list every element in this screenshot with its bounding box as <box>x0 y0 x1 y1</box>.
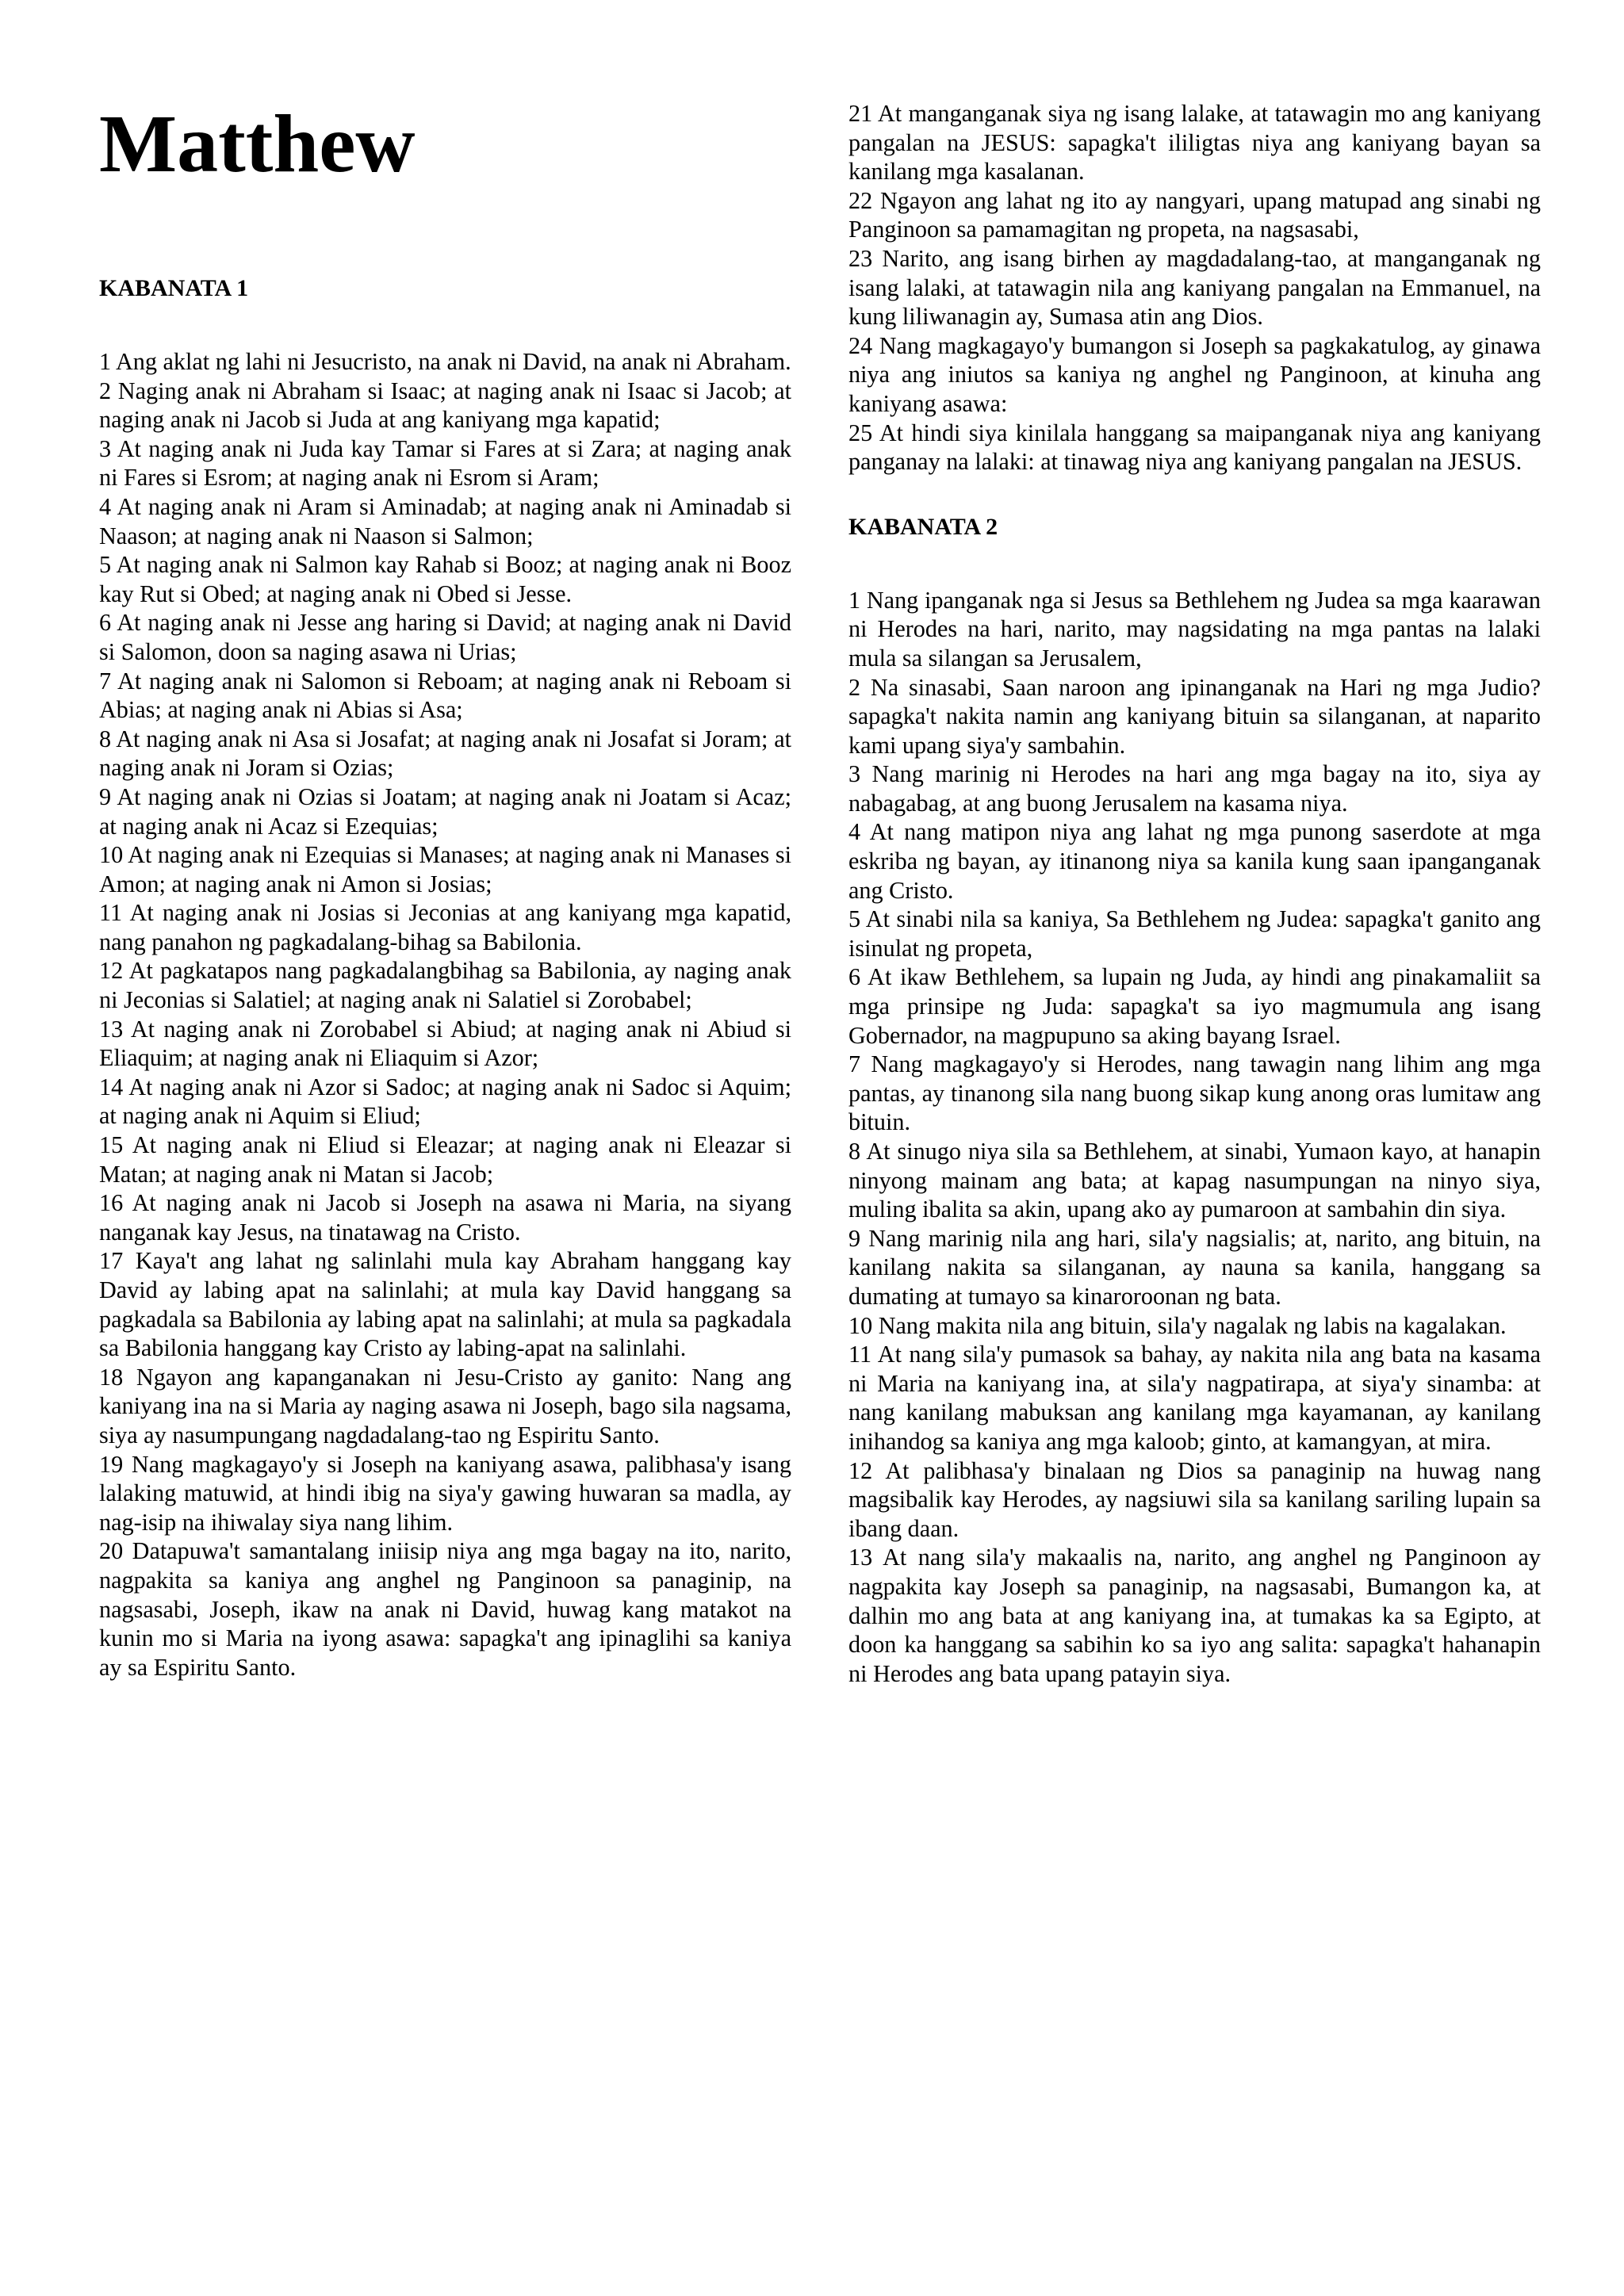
verse: 6 At naging anak ni Jesse ang haring si David; at naging anak ni David si Salomon, doon sa naging asawa ni Urias; <box>99 609 791 665</box>
verse: 3 Nang marinig ni Herodes na hari ang mga bagay na ito, siya ay nabagabag, at ang buong Jerusalem na kasama niya. <box>848 760 1541 817</box>
verse: 19 Nang magkagayo'y si Joseph na kaniyang asawa, palibhasa'y isang lalaking matuwid, at hindi ibig na siya'y gawing huwaran sa madla, ay nag-isip na ihiwalay siya nang lihim. <box>99 1450 791 1536</box>
verse: 1 Ang aklat ng lahi ni Jesucristo, na anak ni David, na anak ni Abraham. <box>99 348 791 375</box>
verse: 13 At nang sila'y makaalis na, narito, ang anghel ng Panginoon ay nagpakita kay Joseph sa panaginip, na nagsasabi, Bumangon ka, at dalhin mo ang bata at ang kaniyang ina, at tumakas ka sa Egipto, at doon ka hanggang sa sabihin ko sa iyo ang salita: sapagka't hahanapin ni Herodes ang bata upang patayin siya. <box>848 1544 1541 1687</box>
verse: 5 At sinabi nila sa kaniya, Sa Bethlehem ng Judea: sapagka't ganito ang isinulat ng propeta, <box>848 905 1541 962</box>
verse: 23 Narito, ang isang birhen ay magdadalang-tao, at manganganak ng isang lalaki, at tatawagin nila ang kaniyang pangalan na Emmanuel, na kung liliwanagin ay, Sumasa atin ang Dios. <box>848 244 1541 331</box>
verse: 8 At sinugo niya sila sa Bethlehem, at sinabi, Yumaon kayo, at hanapin ninyong mainam ang bata; at kapag nasumpungan na ninyo siya, muling ibalita sa akin, upang ako ay pumaroon at sambahin din siya. <box>848 1138 1541 1223</box>
verse: 11 At nang sila'y pumasok sa bahay, ay nakita nila ang bata na kasama ni Maria na kaniyang ina, at sila'y nagpatirapa, at siya'y sinamba: at nang kanilang mabuksan ang kanilang mga kayamanan, ay kanilang inihandog sa kaniya ang mga kaloob; ginto, at kamangyan, at mira. <box>848 1341 1541 1455</box>
verse: 11 At naging anak ni Josias si Jeconias at ang kaniyang mga kapatid, nang panahon ng pagkadalang-bihag sa Babilonia. <box>99 899 791 955</box>
verse: 8 At naging anak ni Asa si Josafat; at naging anak ni Josafat si Joram; at naging anak ni Joram si Ozias; <box>99 725 791 782</box>
verse: 17 Kaya't ang lahat ng salinlahi mula kay Abraham hanggang kay David ay labing apat na salinlahi; at mula kay David hanggang sa pagkadala sa Babilonia ay labing apat na salinlahi; at mula sa pagkadala sa Babilonia hanggang kay Cristo ay labing-apat na salinlahi. <box>99 1247 791 1362</box>
verse: 12 At palibhasa'y binalaan ng Dios sa panaginip na huwag nang magsibalik kay Herodes, ay nagsiuwi sila sa kanilang sariling lupain sa ibang daan. <box>848 1456 1541 1542</box>
verse: 7 At naging anak ni Salomon si Reboam; at naging anak ni Reboam si Abias; at naging anak ni Abias si Asa; <box>99 667 791 724</box>
verse: 2 Na sinasabi, Saan naroon ang ipinanganak na Hari ng mga Judio? sapagka't nakita namin ang kaniyang bituin sa silanganan, at naparito kami upang siya'y sambahin. <box>848 673 1541 759</box>
verse: 1 Nang ipanganak nga si Jesus sa Bethlehem ng Judea sa mga kaarawan ni Herodes na hari, narito, may nagsidating na mga pantas na lalaki mula sa silangan sa Jerusalem, <box>848 586 1541 672</box>
verse: 16 At naging anak ni Jacob si Joseph na asawa ni Maria, na siyang nanganak kay Jesus, na tinatawag na Cristo. <box>99 1189 791 1246</box>
verse: 5 At naging anak ni Salmon kay Rahab si Booz; at naging anak ni Booz kay Rut si Obed; at naging anak ni Obed si Jesse. <box>99 551 791 607</box>
verse: 10 Nang makita nila ang bituin, sila'y nagalak ng labis na kagalakan. <box>848 1311 1507 1339</box>
verse-list <box>99 347 791 1682</box>
left-column <box>99 95 791 1682</box>
verse: 25 At hindi siya kinilala hanggang sa maipanganak niya ang kaniyang panganay na lalaki: at tinawag niya ang kaniyang pangalan na JESUS. <box>848 419 1541 476</box>
verse: 10 At naging anak ni Ezequias si Manases; at naging anak ni Manases si Amon; at naging anak ni Amon si Josias; <box>99 841 791 897</box>
verse: 20 Datapuwa't samantalang iniisip niya ang mga bagay na ito, narito, nagpakita sa kaniya ang anghel ng Panginoon sa panaginip, na nagsasabi, Joseph, ikaw na anak ni David, huwag kang matakot na kunin mo si Maria na iyong asawa: sapagka't ang ipinaglihi sa kaniya ay sa Espiritu Santo. <box>99 1537 791 1681</box>
verse: 18 Ngayon ang kapanganakan ni Jesu-Cristo ay ganito: Nang ang kaniyang ina na si Maria ay naging asawa ni Joseph, bago sila nagsama, siya ay nasumpungang nagdadalang-tao ng Espiritu Santo. <box>99 1363 791 1448</box>
chapter-heading: KABANATA 2 <box>848 513 998 540</box>
verse: 9 Nang marinig nila ang hari, sila'y nagsialis; at, narito, ang bituin, na kanilang nakita sa silanganan, ay nauna sa kanila, hanggang sa dumating at tumayo sa kinaroroonan ng bata. <box>848 1224 1541 1310</box>
verse: 3 At naging anak ni Juda kay Tamar si Fares at si Zara; at naging anak ni Fares si Esrom; at naging anak ni Esrom si Aram; <box>99 434 791 492</box>
verse: 22 Ngayon ang lahat ng ito ay nangyari, upang matupad ang sinabi ng Panginoon sa pamamagitan ng propeta, na nagsasabi, <box>848 186 1541 243</box>
verse-list <box>848 99 1541 476</box>
chapter-heading: KABANATA 1 <box>99 275 249 301</box>
verse: 24 Nang magkagayo'y bumangon si Joseph sa pagkakatulog, ay ginawa niya ang iniutos sa kaniya ng anghel ng Panginoon, at kinuha ang kaniyang asawa: <box>848 331 1541 417</box>
verse: 21 At manganganak siya ng isang lalake, at tatawagin mo ang kaniyang pangalan na JESUS: sapagka't ililigtas niya ang kaniyang bayan sa kanilang mga kasalanan. <box>848 100 1541 186</box>
book-title: Matthew <box>99 98 416 189</box>
verse: 12 At pagkatapos nang pagkadalangbihag sa Babilonia, ay naging anak ni Jeconias si Salatiel; at naging anak ni Salatiel si Zorobabel; <box>99 957 791 1014</box>
verse: 14 At naging anak ni Azor si Sadoc; at naging anak ni Sadoc si Aquim; at naging anak ni Aquim si Eliud; <box>99 1073 791 1130</box>
right-column <box>848 99 1541 1688</box>
verse-list <box>848 586 1541 1689</box>
verse: 6 At ikaw Bethlehem, sa lupain ng Juda, ay hindi ang pinakamaliit sa mga prinsipe ng Juda: sapagka't sa iyo magmumula ang isang Gobernador, na magpupuno sa aking bayang Israel. <box>848 963 1541 1049</box>
verse: 2 Naging anak ni Abraham si Isaac; at naging anak ni Isaac si Jacob; at naging anak ni Jacob si Juda at ang kaniyang mga kapatid; <box>99 377 791 434</box>
verse: 4 At naging anak ni Aram si Aminadab; at naging anak ni Aminadab si Naason; at naging anak ni Naason si Salmon; <box>99 492 791 549</box>
verse: 4 At nang matipon niya ang lahat ng mga punong saserdote at mga eskriba ng bayan, ay itinanong niya sa kanila kung saan ipanganganak ang Cristo. <box>848 818 1541 904</box>
verse: 7 Nang magkagayo'y si Herodes, nang tawagin nang lihim ang mga pantas, ay tinanong sila nang buong sikap kung anong oras lumitaw ang bituin. <box>848 1050 1541 1136</box>
verse: 13 At naging anak ni Zorobabel si Abiud; at naging anak ni Abiud si Eliaquim; at naging anak ni Eliaquim si Azor; <box>99 1015 791 1072</box>
verse: 15 At naging anak ni Eliud si Eleazar; at naging anak ni Eleazar si Matan; at naging anak ni Matan si Jacob; <box>99 1131 791 1188</box>
verse: 9 At naging anak ni Ozias si Joatam; at naging anak ni Joatam si Acaz; at naging anak ni Acaz si Ezequias; <box>99 783 791 840</box>
